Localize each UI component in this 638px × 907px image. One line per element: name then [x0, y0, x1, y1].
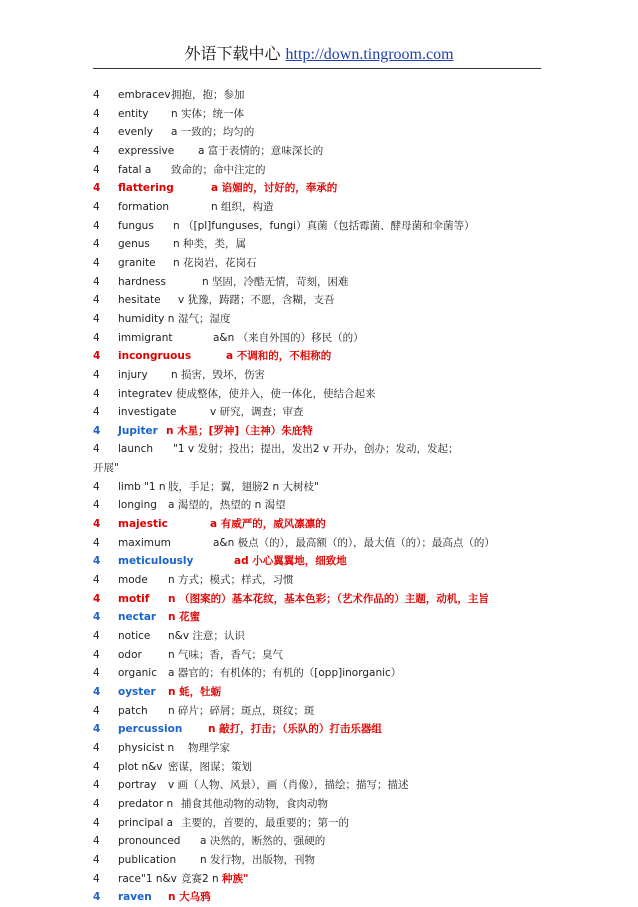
vocab-entry	[93, 814, 553, 833]
vocab-entry	[93, 86, 553, 105]
entry-definition: n 碎片；碎屑；斑点，斑纹；斑	[168, 704, 315, 717]
vocab-entry	[93, 161, 553, 180]
entry-definition: a 富于表情的；意味深长的	[198, 144, 324, 157]
entry-definition: a 渴望的，热望的 n 渴望	[168, 499, 286, 512]
entry-definition: a 有威严的，威风凛凛的	[210, 518, 326, 531]
entry-word: motif	[118, 592, 150, 605]
entry-level: 4	[93, 182, 101, 195]
entry-word: percussion	[118, 723, 183, 736]
entry-definition: 密谋，图谋；策划	[168, 760, 252, 773]
entry-level: 4	[93, 163, 100, 176]
entry-word: notice	[118, 630, 151, 643]
entry-level: 4	[93, 275, 100, 288]
entry-word: fatal a	[118, 163, 152, 176]
entry-word: embracev	[118, 89, 171, 101]
entry-definition: n 木星；[罗神]（主神）朱庇特	[166, 424, 313, 437]
vocab-entry	[93, 385, 553, 404]
entry-definition: v 画（人物、风景），画（肖像），描绘；描写；描述	[168, 779, 409, 792]
vocab-entry	[93, 217, 553, 236]
site-name: 外语下载中心	[184, 44, 281, 63]
vocab-entry	[93, 310, 553, 329]
entry-word: limb "1 n	[118, 480, 166, 493]
entry-level: 4	[93, 704, 100, 717]
vocab-entry	[93, 440, 553, 477]
entry-definition: n 大乌鸦	[168, 891, 211, 904]
entry-definition: n 坚固，冷酷无情，苛刻，困难	[202, 275, 349, 288]
entry-definition: ad 小心翼翼地，细致地	[234, 555, 347, 568]
entry-word: formation	[118, 200, 170, 213]
entry-level: 4	[93, 648, 100, 661]
entry-definition: 竞赛2 n 种族"	[181, 872, 249, 885]
vocab-entry	[93, 254, 553, 273]
entry-word: organic	[118, 667, 158, 680]
entry-level: 4	[93, 256, 100, 269]
vocab-entry	[93, 608, 553, 627]
entry-definition: n 方式；模式；样式，习惯	[168, 574, 294, 587]
entry-definition: v 研究，调查；审查	[210, 406, 304, 419]
entry-definition: 肢，手足；翼，翅膀2 n 大树枝"	[168, 480, 319, 493]
entry-word: mode	[118, 574, 148, 587]
entry-definition: a 器官的；有机体的；有机的（[opp]inorganic）	[168, 667, 402, 680]
entry-level: 4	[93, 891, 101, 904]
entry-word: launch	[118, 443, 154, 456]
vocab-entry	[93, 422, 553, 441]
entry-definition: n 敲打，打击；（乐队的）打击乐器组	[208, 723, 382, 736]
vocab-entry	[93, 291, 553, 310]
entry-level: 4	[93, 499, 100, 512]
entry-level: 4	[93, 480, 100, 493]
entry-level: 4	[93, 816, 100, 829]
entry-word: portray	[118, 779, 157, 792]
entry-level: 4	[93, 797, 100, 810]
entry-level: 4	[93, 685, 101, 698]
vocab-entry	[93, 590, 553, 609]
entry-word: race"1 n&v	[118, 872, 177, 885]
entry-word: raven	[118, 891, 152, 904]
entry-definition: 湿气；湿度	[178, 312, 231, 325]
entry-definition: n 种类，类，属	[173, 238, 246, 251]
entry-definition: a 谄媚的，讨好的，奉承的	[211, 182, 338, 195]
entry-level: 4	[93, 312, 100, 325]
entry-definition: 致命的；命中注定的	[171, 163, 266, 176]
entry-level: 4	[93, 835, 100, 848]
vocab-entry	[93, 198, 553, 217]
entry-definition: a&n 极点（的），最高额（的），最大值（的）；最高点（的）	[213, 536, 495, 549]
vocab-entry	[93, 739, 553, 758]
entry-level: 4	[93, 219, 100, 232]
entry-level: 4	[93, 387, 100, 400]
entry-word: plot n&v	[118, 760, 163, 773]
entry-definition: 物理学家	[188, 741, 230, 754]
vocab-entry	[93, 683, 553, 702]
entry-word: majestic	[118, 518, 168, 531]
entry-level: 4	[93, 574, 100, 587]
entry-level: 4	[93, 331, 100, 344]
entry-word: longing	[118, 499, 157, 512]
entry-word: hesitate	[118, 294, 161, 307]
entry-level: 4	[93, 350, 101, 363]
entry-level: 4	[93, 779, 100, 792]
vocab-entry	[93, 832, 553, 851]
vocab-entry	[93, 758, 553, 777]
entry-word: nectar	[118, 611, 157, 624]
entry-word: granite	[118, 256, 156, 269]
vocab-entry	[93, 329, 553, 348]
vocab-entry	[93, 496, 553, 515]
header-divider	[93, 68, 541, 69]
entry-definition: "1 v 发射；投出；提出，发出2 v 开办，创办；发动，发起；	[173, 443, 459, 456]
entry-level: 4	[93, 126, 100, 139]
vocab-entry	[93, 273, 553, 292]
vocab-entry	[93, 179, 553, 198]
entry-definition: n （图案的）基本花纹，基本色彩；（艺术作品的）主题，动机，主旨	[168, 592, 489, 605]
entry-definition: n 蚝，牡蛎	[168, 685, 222, 698]
entry-level: 4	[93, 630, 100, 643]
entry-level: 4	[93, 872, 100, 885]
entry-word: genus	[118, 238, 150, 251]
entry-definition: n 损害，毁坏，伤害	[171, 368, 265, 381]
entry-word: meticulously	[118, 555, 194, 568]
entry-word: Jupiter	[118, 424, 158, 437]
entry-level: 4	[93, 107, 100, 120]
vocab-entry	[93, 534, 553, 553]
entry-level: 4	[93, 741, 100, 754]
entry-level: 4	[93, 424, 101, 437]
vocab-entry	[93, 664, 553, 683]
entry-level: 4	[93, 518, 101, 531]
entry-level: 4	[93, 555, 101, 568]
entry-word: flattering	[118, 182, 174, 195]
entry-definition: n&v 注意；认识	[168, 630, 245, 643]
entry-word: humidity n	[118, 312, 175, 325]
entry-definition: v 犹豫，踌躇；不愿，含糊，支吾	[178, 294, 335, 307]
entry-definition: n 发行物，出版物，刊物	[200, 853, 315, 866]
vocab-entry	[93, 347, 553, 366]
entry-word: publication	[118, 853, 177, 866]
vocab-entry	[93, 627, 553, 646]
entry-level: 4	[93, 611, 101, 624]
entry-level: 4	[93, 406, 100, 419]
vocab-entry	[93, 776, 553, 795]
entry-level: 4	[93, 760, 100, 773]
entry-word: investigate	[118, 406, 177, 419]
vocab-entry	[93, 403, 553, 422]
entry-word: oyster	[118, 685, 156, 698]
vocab-entry	[93, 123, 553, 142]
vocab-entry	[93, 870, 553, 889]
entry-definition: n 组织，构造	[211, 200, 274, 213]
vocab-entry	[93, 478, 553, 497]
entry-word: patch	[118, 704, 148, 717]
entry-definition: n 气味；香，香气；臭气	[168, 648, 283, 661]
entry-level: 4	[93, 238, 100, 251]
vocabulary-list	[93, 86, 553, 907]
entry-level: 4	[93, 536, 100, 549]
entry-definition: a 决然的，断然的，强硬的	[200, 835, 326, 848]
entry-level: 4	[93, 89, 100, 101]
entry-level: 4	[93, 200, 100, 213]
entry-word: predator n	[118, 797, 174, 810]
vocab-entry	[93, 795, 553, 814]
entry-level: 4	[93, 667, 100, 680]
entry-level: 4	[93, 368, 100, 381]
entry-definition: 拥抱，抱；参加	[171, 89, 245, 101]
entry-word: maximum	[118, 536, 171, 549]
entry-word: fungus	[118, 219, 154, 232]
entry-word: incongruous	[118, 350, 192, 363]
entry-definition: n （[pl]funguses，fungi）真菌（包括霉菌、酵母菌和伞菌等）	[173, 219, 475, 232]
entry-definition: 主要的，首要的，最重要的；第一的	[181, 816, 349, 829]
vocab-entry	[93, 571, 553, 590]
entry-definition: n 花蜜	[168, 611, 201, 624]
vocab-entry	[93, 105, 553, 124]
entry-level: 4	[93, 144, 100, 157]
entry-word: immigrant	[118, 331, 173, 344]
entry-definition: a 一致的；均匀的	[171, 126, 255, 139]
entry-level: 4	[93, 592, 101, 605]
vocab-entry	[93, 235, 553, 254]
entry-word: evenly	[118, 126, 153, 139]
entry-definition: 使成整体，使并入，使一体化，使结合起来	[176, 387, 376, 400]
entry-word: entity	[118, 107, 149, 120]
vocab-entry	[93, 888, 553, 907]
entry-definition: a 不调和的，不相称的	[226, 350, 332, 363]
site-url-link[interactable]: http://down.tingroom.com	[285, 46, 454, 63]
entry-definition: n 实体；统一体	[171, 107, 244, 120]
entry-definition-continuation: 开展"	[93, 462, 119, 475]
entry-word: integratev	[118, 387, 173, 400]
page-header	[0, 44, 638, 65]
vocab-entry	[93, 142, 553, 161]
vocab-entry	[93, 720, 553, 739]
entry-level: 4	[93, 853, 100, 866]
entry-definition: 捕食其他动物的动物，食肉动物	[181, 797, 328, 810]
entry-word: hardness	[118, 275, 166, 288]
entry-level: 4	[93, 443, 100, 456]
entry-definition: n 花岗岩，花岗石	[173, 256, 257, 269]
entry-definition: a&n （来自外国的）移民（的）	[213, 331, 364, 344]
vocab-entry	[93, 366, 553, 385]
entry-word: expressive	[118, 144, 175, 157]
entry-word: injury	[118, 368, 148, 381]
entry-level: 4	[93, 723, 101, 736]
vocab-entry	[93, 515, 553, 534]
entry-word: odor	[118, 648, 142, 661]
vocab-entry	[93, 851, 553, 870]
entry-word: physicist n	[118, 741, 175, 754]
vocab-entry	[93, 646, 553, 665]
entry-level: 4	[93, 294, 100, 307]
vocab-entry	[93, 702, 553, 721]
entry-word: principal a	[118, 816, 174, 829]
vocab-entry	[93, 552, 553, 571]
entry-word: pronounced	[118, 835, 181, 848]
